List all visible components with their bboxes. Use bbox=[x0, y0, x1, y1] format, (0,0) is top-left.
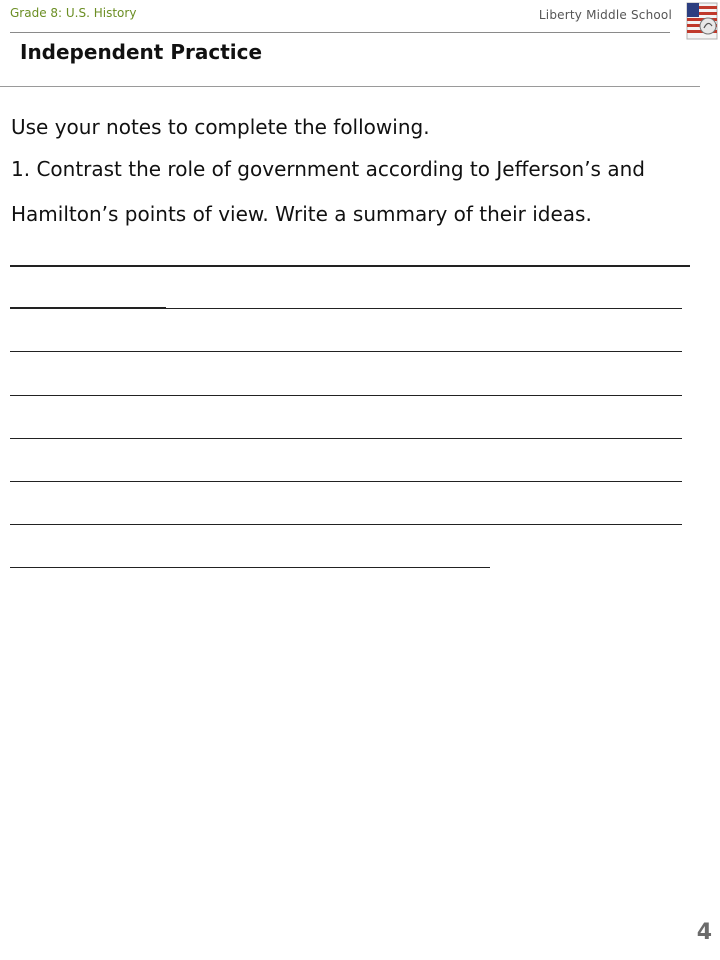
header-divider bbox=[10, 32, 670, 33]
page-number: 4 bbox=[696, 920, 712, 945]
school-name: Liberty Middle School bbox=[538, 8, 672, 22]
answer-line-prefix bbox=[10, 307, 166, 309]
answer-line bbox=[10, 567, 490, 568]
flag-logo-icon bbox=[686, 2, 718, 40]
answer-line bbox=[10, 481, 682, 482]
question-text-line2: Hamilton’s points of view. Write a summary of their ideas. bbox=[11, 202, 592, 226]
answer-line bbox=[10, 265, 690, 267]
answer-line bbox=[10, 438, 682, 439]
question-text-line1: 1. Contrast the role of government according to Jefferson’s and bbox=[11, 157, 645, 181]
answer-line bbox=[166, 308, 682, 309]
answer-line bbox=[10, 395, 682, 396]
course-label: Grade 8: U.S. History bbox=[10, 6, 137, 20]
page-title: Independent Practice bbox=[20, 40, 263, 64]
answer-line bbox=[10, 524, 682, 525]
title-divider bbox=[0, 86, 700, 87]
answer-line bbox=[10, 351, 682, 352]
instruction-text: Use your notes to complete the following. bbox=[11, 115, 430, 139]
